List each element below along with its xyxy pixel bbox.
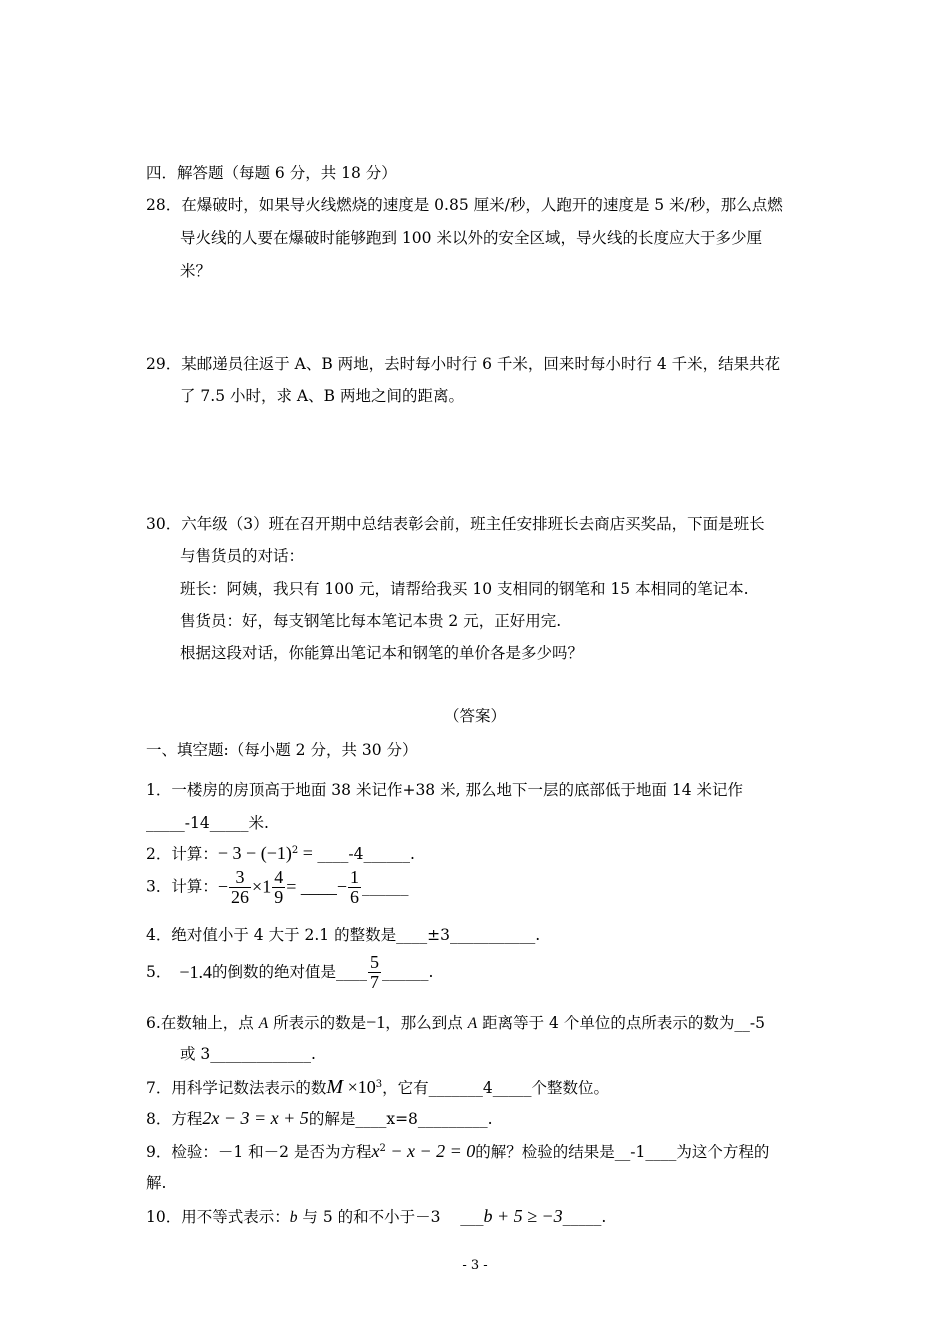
page-number: - 3 - bbox=[462, 1258, 488, 1273]
answer-10 bbox=[146, 1206, 606, 1228]
q29-text: 某邮递员往返于 A、B 两地，去时每小时行 6 千米，回来时每小时行 4 千米，结果共花 bbox=[181, 355, 781, 373]
answer-9-blank: __-1____ bbox=[614, 1143, 677, 1161]
fraction-numerator: 4 bbox=[274, 867, 284, 887]
answer-3-blank: ______ bbox=[362, 878, 409, 897]
answer-3-equals: = ____ bbox=[286, 876, 337, 897]
answer-9-text-3: 为这个方程的 bbox=[676, 1143, 770, 1161]
answer-7-m: M bbox=[326, 1076, 344, 1098]
q28-line1 bbox=[146, 196, 783, 215]
answer-2-number: 2． bbox=[146, 845, 172, 863]
answer-2-blank: ____-4______ bbox=[317, 845, 410, 863]
answer-3 bbox=[146, 868, 409, 907]
answer-7-exponent: 3 bbox=[375, 1079, 383, 1090]
answer-9-number: 9． bbox=[146, 1143, 172, 1161]
answer-3-fraction-2 bbox=[272, 868, 285, 907]
section4-heading: 四．解答题（每题 6 分，共 18 分） bbox=[146, 164, 397, 182]
answer-3-prefix: 计算： bbox=[171, 877, 218, 896]
fraction-denominator: 9 bbox=[274, 886, 284, 907]
answer-2 bbox=[146, 843, 415, 865]
answer-4-tail: . bbox=[535, 926, 541, 944]
answer-9-exponent: 2 bbox=[379, 1143, 386, 1154]
answer-7-number: 7． bbox=[146, 1079, 172, 1097]
answer-10-b: b bbox=[289, 1209, 298, 1226]
answer-5 bbox=[146, 953, 433, 992]
q28-number: 28． bbox=[146, 196, 182, 214]
answer-3-number: 3． bbox=[146, 877, 172, 896]
answer-9-line1 bbox=[146, 1141, 769, 1163]
answer-1-line1 bbox=[146, 781, 743, 800]
answer-5-tail: . bbox=[428, 963, 434, 982]
answer-6-line1 bbox=[146, 1012, 765, 1034]
answer-7-text-2: ，它有 bbox=[382, 1079, 429, 1097]
answer-10-text: 用不等式表示： bbox=[181, 1208, 290, 1226]
answer-2-equals: = bbox=[298, 843, 318, 863]
answer-10-tail: . bbox=[601, 1208, 607, 1226]
q28-text: 在爆破时，如果导火线燃烧的速度是 0.85 厘米/秒，人跑开的速度是 5 米/秒，那么点燃 bbox=[181, 196, 783, 214]
answer-5-text: 的倒数的绝对值是____ bbox=[212, 963, 368, 982]
answer-6-value: −1 bbox=[366, 1012, 386, 1032]
answer-5-expr: −1.4 bbox=[179, 961, 213, 982]
q30-line1 bbox=[146, 515, 765, 534]
fraction-numerator: 5 bbox=[370, 952, 380, 972]
q28-line3: 米？ bbox=[180, 262, 212, 280]
answer-10-number: 10． bbox=[146, 1208, 182, 1226]
answer-8 bbox=[146, 1108, 493, 1130]
q30-line2: 与售货员的对话： bbox=[180, 547, 305, 565]
answer-5-number: 5． bbox=[146, 963, 172, 982]
answer-6-text: 在数轴上，点 bbox=[160, 1014, 259, 1032]
answer-10-text-2: 与 5 的和不小于－3 bbox=[297, 1208, 461, 1226]
answer-8-number: 8． bbox=[146, 1110, 172, 1128]
fraction-numerator: 1 bbox=[350, 867, 360, 887]
answer-6-point-a: A bbox=[258, 1015, 269, 1032]
answer-3-fraction-3 bbox=[348, 868, 361, 907]
answer-8-equation: 2x − 3 = x + 5 bbox=[202, 1108, 309, 1128]
answer-2-expr: − 3 − (−1) bbox=[217, 843, 292, 863]
answer-4-number: 4． bbox=[146, 926, 172, 944]
answer-1-text: 一楼房的房顶高于地面 38 米记作+38 米, 那么地下一层的底部低于地面 14 米记作 bbox=[171, 781, 744, 799]
answer-1-number: 1． bbox=[146, 781, 172, 799]
answer-7-times: ×10 bbox=[343, 1077, 376, 1097]
answer-4-text: 绝对值小于 4 大于 2.1 的整数是 bbox=[171, 926, 397, 944]
answer-8-text-2: 的解是 bbox=[308, 1110, 356, 1128]
answer-10-blank-post: _____ bbox=[562, 1208, 602, 1226]
q29-line2: 了 7.5 小时，求 A、B 两地之间的距离。 bbox=[180, 387, 464, 405]
q30-line3: 班长：阿姨，我只有 100 元，请帮给我买 10 支相同的钢笔和 15 本相同的笔记本. bbox=[180, 580, 749, 598]
q30-line4: 售货员：好，每支钢笔比每本笔记本贵 2 元，正好用完. bbox=[180, 612, 562, 630]
answer-8-text: 方程 bbox=[171, 1110, 203, 1128]
answer-2-tail: . bbox=[409, 845, 415, 863]
fraction-denominator: 7 bbox=[370, 971, 380, 992]
answer-6-text-2: 所表示的数是 bbox=[268, 1014, 367, 1032]
fraction-denominator: 6 bbox=[350, 886, 360, 907]
answer-1-line2 bbox=[146, 814, 269, 833]
answer-9-text: 检验：－1 和－2 是否为方程 bbox=[171, 1143, 372, 1161]
answer-7-blank: _______4_____ bbox=[428, 1079, 532, 1097]
answer-9-text-2: 的解？检验的结果是 bbox=[475, 1143, 615, 1161]
answer-8-blank: ____x=8_________ bbox=[355, 1110, 488, 1128]
q29-number: 29． bbox=[146, 355, 182, 373]
answer-6-blank-2: _____________ bbox=[210, 1045, 312, 1063]
answer-3-times: ×1 bbox=[252, 876, 272, 897]
answer-6-text-3: ，那么到点 bbox=[385, 1014, 468, 1032]
answer-9-line2: 解. bbox=[146, 1174, 167, 1192]
answer-6-number: 6. bbox=[146, 1014, 161, 1032]
answer-7 bbox=[146, 1075, 609, 1099]
q30-text: 六年级（3）班在召开期中总结表彰会前，班主任安排班长去商店买奖品，下面是班长 bbox=[181, 515, 765, 533]
answer-3-minus: − bbox=[217, 876, 229, 897]
answer-6-line2-text: 或 3 bbox=[180, 1045, 211, 1063]
answer-7-text: 用科学记数法表示的数 bbox=[171, 1079, 327, 1097]
answer-6-tail: . bbox=[311, 1045, 316, 1063]
answer-6-line2 bbox=[180, 1045, 316, 1064]
answer-8-tail: . bbox=[487, 1110, 493, 1128]
answer-6-blank-1: __-5 bbox=[734, 1014, 765, 1032]
answer-9-x: x bbox=[371, 1141, 380, 1161]
fraction-denominator: 26 bbox=[231, 886, 250, 907]
answer-5-fraction bbox=[368, 953, 381, 992]
answer-2-prefix: 计算： bbox=[171, 845, 218, 863]
answer-1-blank: _____-14_____ bbox=[146, 814, 249, 832]
q30-line5: 根据这段对话，你能算出笔记本和钢笔的单价各是多少吗？ bbox=[180, 644, 584, 662]
answer-4-blank: ____±3___________ bbox=[396, 926, 536, 944]
answer-3-minus-2: − bbox=[336, 876, 348, 897]
q28-line2: 导火线的人要在爆破时能够跑到 100 米以外的安全区域，导火线的长度应大于多少厘 bbox=[180, 229, 762, 247]
answer-3-fraction-1 bbox=[229, 868, 251, 907]
answer-6-text-4: 距离等于 4 个单位的点所表示的数为 bbox=[477, 1014, 735, 1032]
answer-10-blank-pre: ___ bbox=[460, 1208, 484, 1226]
fraction-numerator: 3 bbox=[229, 868, 251, 888]
answer-5-blank: ______ bbox=[382, 963, 429, 982]
answer-2-exponent: 2 bbox=[291, 845, 299, 856]
q30-number: 30． bbox=[146, 515, 182, 533]
answers-section1-heading: 一、填空题:（每小题 2 分，共 30 分） bbox=[146, 741, 418, 759]
answer-7-tail: 个整数位。 bbox=[531, 1079, 609, 1097]
answer-9-equation: − x − 2 = 0 bbox=[385, 1141, 476, 1161]
answer-10-inequality: b + 5 ≥ −3 bbox=[483, 1206, 563, 1226]
answers-title: （答案） bbox=[443, 707, 506, 725]
answer-4 bbox=[146, 926, 540, 945]
q29-line1 bbox=[146, 355, 780, 374]
answer-6-point-a-2: A bbox=[467, 1015, 478, 1032]
answer-1-tail: 米. bbox=[248, 814, 269, 832]
